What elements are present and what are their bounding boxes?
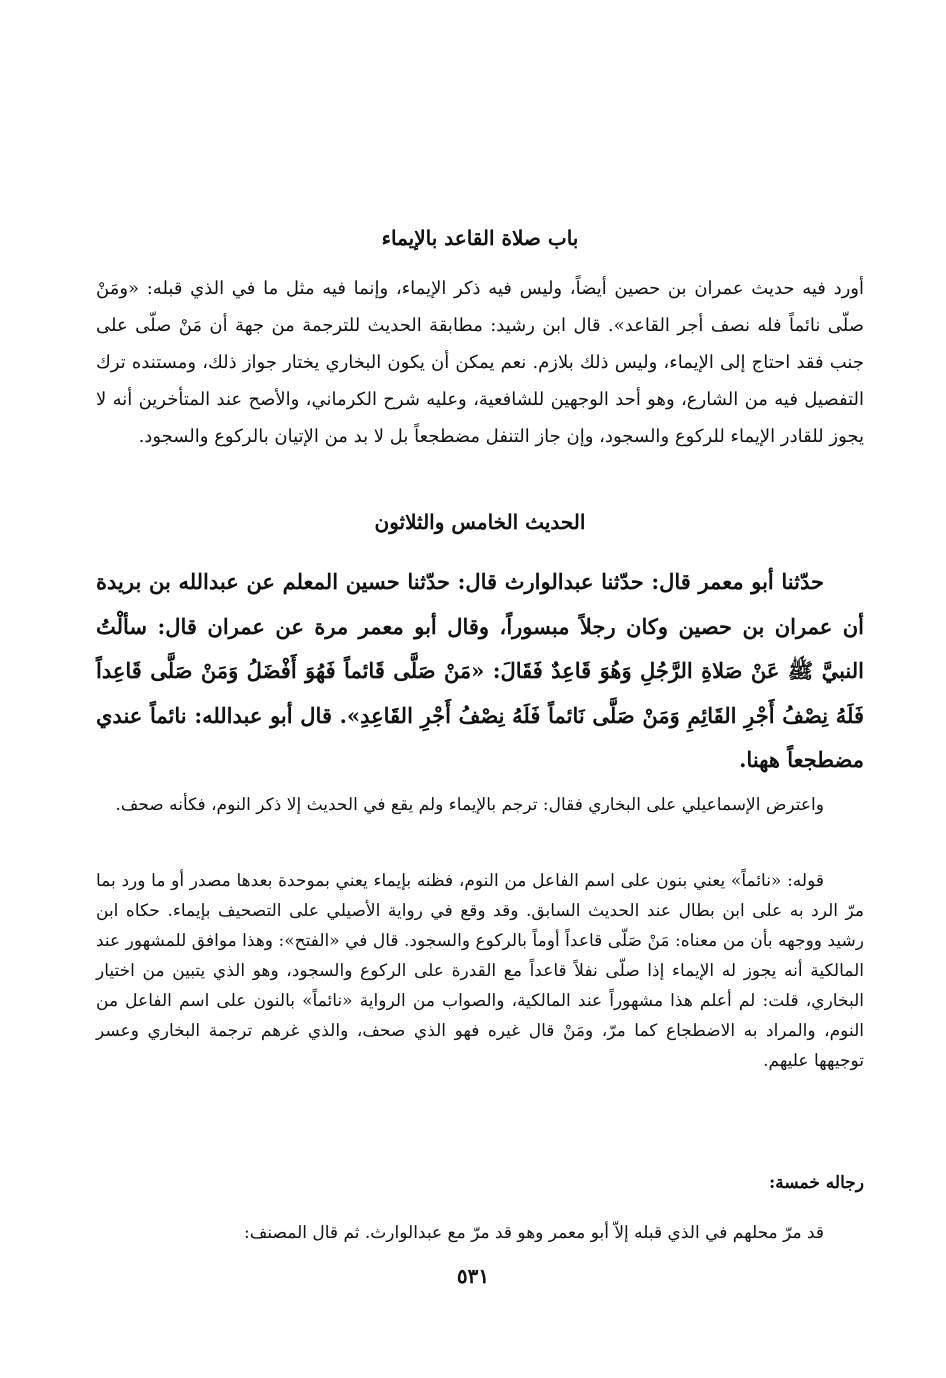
narrators-text: قد مرّ محلهم في الذي قبله إلاّ أبو معمر وهو قد مرّ مع عبدالوارث. ثم قال المصنف: (244, 1223, 824, 1243)
commentary-main: قوله: «نائماً» يعني بنون على اسم الفاعل من النوم، فظنه بإيماء يعني بموحدة بعدها مصدر أو ما ورد بما مرّ الرد به على ابن بطال عند الحديث السابق. وقد وقع في رواية الأصيلي على التصحيف بإيماء. حكاه ابن رشيد ووجهه بأن من معناه: مَنْ صَلّى قاعداً أوماً بالركوع والسجود. قال في «الفتح»: وهذا موافق للمشهور عند المالكية أنه يجوز له الإيماء إذا صلّى نفلاً قاعداً مع القدرة على الركوع والسجود، وهو الذي يتبين من اختيار البخاري، قلت: لم أعلم هذا مشهوراً عند المالكية، والصواب من الرواية «نائماً» بالنون على اسم الفاعل من النوم، والمراد به الاضطجاع كما مرّ، ومَنْ قال غيره فهو الذي صحف، والذي غرهم ترجمة البخاري وعسر توجيهها عليهم. (96, 871, 864, 1071)
page-number: ٥٣١ (456, 1264, 490, 1288)
hadith-text: حدّثنا أبو معمر قال: حدّثنا عبدالوارث قال: حدّثنا حسين المعلم عن عبدالله بن بريدة أن عمران بن حصين وكان رجلاً مبسوراً، وقال أبو معمر مرة عن عمران قال: سألْتُ النبيَّ ﷺ عَنْ صَلاةِ الرَّجُلِ وَهُوَ قَاعِدٌ فَقَالَ: «مَنْ صَلَّى قَائماً فَهُوَ أَفْضَلُ وَمَنْ صَلَّى قَاعِداً فَلَهُ نِصْفُ أَجْرِ القَائِمِ وَمَنْ صَلَّى نَائماً فَلَهُ نِصْفُ أَجْرِ القَاعِدِ». قال أبو عبدالله: نائماً عندي مضطجعاً ههنا. (96, 569, 864, 772)
chapter-title: باب صلاة القاعد بالإيماء (381, 226, 579, 250)
narrators-heading: رجاله خمسة: (768, 1173, 864, 1193)
objection-paragraph: واعترض الإسماعيلي على البخاري فقال: ترجم بالإيماء ولم يقع في الحديث إلا ذكر النوم، فكأنه صحف. (115, 795, 824, 815)
hadith-heading: الحديث الخامس والثلاثون (374, 510, 586, 534)
commentary-intro: أورد فيه حديث عمران بن حصين أيضاً، وليس فيه ذكر الإيماء، وإنما فيه مثل ما في الذي قبله: «ومَنْ صلّى نائماً فله نصف أجر القاعد». قال ابن رشيد: مطابقة الحديث للترجمة من جهة أن مَنْ صلّى على جنب فقد احتاج إلى الإيماء، وليس ذلك بلازم. نعم يمكن أن يكون البخاري يختار جواز ذلك، ومستنده ترك التفصيل فيه من الشارع، وهو أحد الوجهين للشافعية، وعليه شرح الكرماني، والأصح عند المتأخرين أنه لا يجوز للقادر الإيماء للركوع والسجود، وإن جاز التنفل مضطجعاً بل لا بد من الإتيان بالركوع والسجود. (96, 278, 864, 447)
